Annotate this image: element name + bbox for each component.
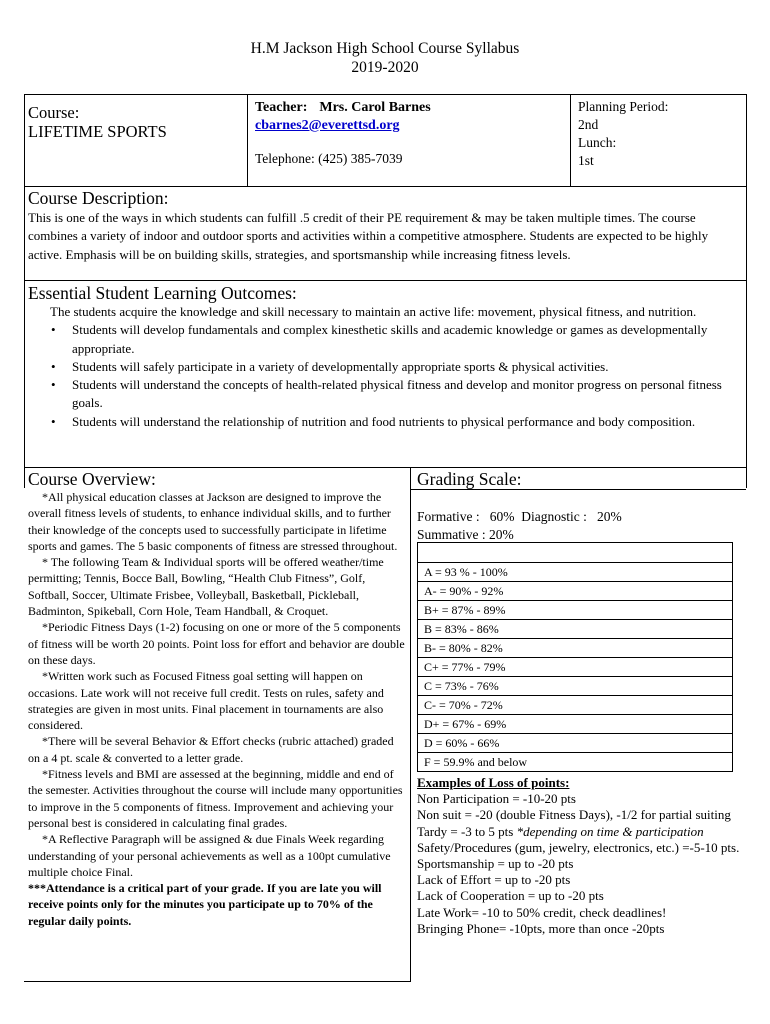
outcome-item: • Students will safely participate in a variety of developmentally appropriate sports & physical activities. [50, 358, 740, 376]
outcomes-heading: Essential Student Learning Outcomes: [28, 283, 297, 303]
overview-paragraph: *There will be several Behavior & Effort checks (rubric attached) graded on a 4 pt. scale & converted to a letter grade. [28, 734, 394, 765]
loss-item-tardy [417, 824, 743, 840]
info-bottom-line [24, 186, 746, 187]
grade-scale-header-row [418, 543, 732, 562]
loss-of-points [417, 775, 743, 937]
outcomes-list [50, 321, 740, 431]
loss-item: Bringing Phone= -10pts, more than once -20pts [417, 920, 665, 936]
loss-item: Safety/Procedures (gum, jewelry, electronics, etc.) =-5-10 pts. [417, 839, 740, 855]
outcome-item: • Students will develop fundamentals and complex kinesthetic skills and academic knowledge or games as developmentally appropriate. [50, 321, 740, 358]
grade-scale-row: D+ = 67% - 69% [418, 714, 732, 733]
info-divider-2 [570, 94, 571, 186]
loss-item: Sportsmanship = up to -20 pts [417, 856, 574, 872]
loss-tardy-note: *depending on time & participation [516, 823, 704, 839]
description-text: This is one of the ways in which students can fulfill .5 credit of their PE requirement & may be taken multiple times. The course combines a variety of indoor and outdoor sports and activities within a competitive atmosphere. Students are expected to be highly active. Emphasis will be on building skills, strategies, and sportsmanship while increasing fitness levels. [28, 210, 709, 262]
teacher-email-link[interactable]: cbarnes2@everettsd.org [255, 118, 400, 133]
loss-tardy-text: Tardy = -3 to 5 pts [417, 823, 517, 839]
outcome-item: • Students will understand the relationship of nutrition and food nutrients to physical performance and body composition. [50, 413, 740, 431]
frame-left-upper [24, 94, 25, 488]
overview-paragraph: *Written work such as Focused Fitness goal setting will happen on occasions. Late work will not receive full credit. Tests on rules, safety and strategies are given in most units. Final placement in tournaments are also considered. [28, 669, 384, 733]
grade-weights-line: Formative : 60% Diagnostic : 20% [417, 509, 622, 524]
planning-value: 2nd [578, 117, 599, 132]
description-heading: Course Description: [28, 188, 169, 208]
overview-paragraph: *A Reflective Paragraph will be assigned & due Finals Week regarding understanding of your personal achievements as well as a 100pt cumulative multiple choice Final. [28, 832, 391, 879]
grade-scale-row: B = 83% - 86% [418, 619, 732, 638]
loss-item: Late Work= -10 to 50% credit, check deadlines! [417, 904, 667, 920]
outcomes-block [50, 303, 740, 431]
grade-scale-row: C = 73% - 76% [418, 676, 732, 695]
frame-right-upper [746, 94, 747, 488]
grade-scale-row: A = 93 % - 100% [418, 562, 732, 581]
overview-paragraph: *Fitness levels and BMI are assessed at the beginning, middle and end of the semester. Activities throughout the course will include many opportunities to improve in the 5 components of fitness. Improvement and achieving your personal best is considered in calculating final grades. [28, 767, 403, 830]
loss-item: Non suit = -20 (double Fitness Days), -1/2 for partial suiting [417, 807, 731, 823]
loss-heading: Examples of Loss of points: [417, 775, 570, 790]
grade-scale-row: B+ = 87% - 89% [418, 600, 732, 619]
teacher-line [255, 98, 431, 116]
grade-scale-row: B- = 80% - 82% [418, 638, 732, 657]
grading-heading: Grading Scale: [417, 469, 522, 489]
grade-scale-table [417, 542, 733, 772]
loss-item: Non Participation = -10-20 pts [417, 791, 576, 807]
overview-grading-divider [410, 467, 411, 981]
teacher-label: Teacher: [255, 100, 308, 115]
telephone: Telephone: (425) 385-7039 [255, 151, 403, 166]
grade-scale-row: C- = 70% - 72% [418, 695, 732, 714]
overview-paragraph: * The following Team & Individual sports will be offered weather/time permitting; Tennis, Bocce Ball, Bowling, “Health Club Fitness”, Golf, Softball, Soccer, Ultimate Frisbee, Volleyball, Basketball, Pickleball, Badminton, Spikeball, Corn Hole, Team Handball, & Croquet. [28, 555, 384, 619]
description-bottom-line [24, 280, 746, 281]
outcomes-intro: The students acquire the knowledge and skill necessary to maintain an active life: movement, physical fitness, and nutrition. [50, 304, 697, 319]
grade-scale-row: F = 59.9% and below [418, 752, 732, 771]
overview-bottom-line [24, 981, 411, 982]
outcomes-bottom-line [24, 467, 746, 468]
school-year: 2019-2020 [351, 59, 419, 76]
grade-scale-row: C+ = 77% - 79% [418, 657, 732, 676]
teacher-name: Mrs. Carol Barnes [319, 100, 431, 115]
loss-item: Lack of Effort = up to -20 pts [417, 872, 571, 888]
grade-weights-line: Summative : 20% [417, 527, 514, 542]
attendance-note: ***Attendance is a critical part of your grade. If you are late you will receive points only for the minutes you participate up to 70% of the regular daily points. [28, 881, 382, 928]
course-name: LIFETIME SPORTS [28, 122, 167, 141]
course-label: Course: [28, 103, 80, 122]
overview-paragraph: *Periodic Fitness Days (1-2) focusing on one or more of the 5 components of fitness will be worth 20 points. Point loss for effort and behavior are double on these days. [28, 620, 405, 667]
outcome-item: • Students will understand the concepts of health-related physical fitness and develop and monitor progress on personal fitness goals. [50, 376, 740, 413]
lunch-label: Lunch: [578, 135, 617, 150]
document-title: H.M Jackson High School Course Syllabus [250, 40, 520, 57]
overview-paragraph: *All physical education classes at Jackson are designed to improve the overall fitness levels of students, to enhance individual skills, and to further their knowledge of the concepts used to successfully participate in lifetime sports and games. The 5 basic components of fitness are stressed throughout. [28, 490, 398, 553]
frame-top [24, 94, 746, 95]
overview-text [28, 489, 406, 929]
grade-weights [417, 508, 622, 544]
schedule-block [578, 98, 668, 170]
grade-scale-row: D = 60% - 66% [418, 733, 732, 752]
grade-scale-row: A- = 90% - 92% [418, 581, 732, 600]
loss-item: Lack of Cooperation = up to -20 pts [417, 888, 604, 904]
planning-label: Planning Period: [578, 99, 669, 114]
info-divider-1 [247, 94, 248, 186]
lunch-value: 1st [578, 153, 594, 168]
overview-heading: Course Overview: [28, 469, 156, 489]
